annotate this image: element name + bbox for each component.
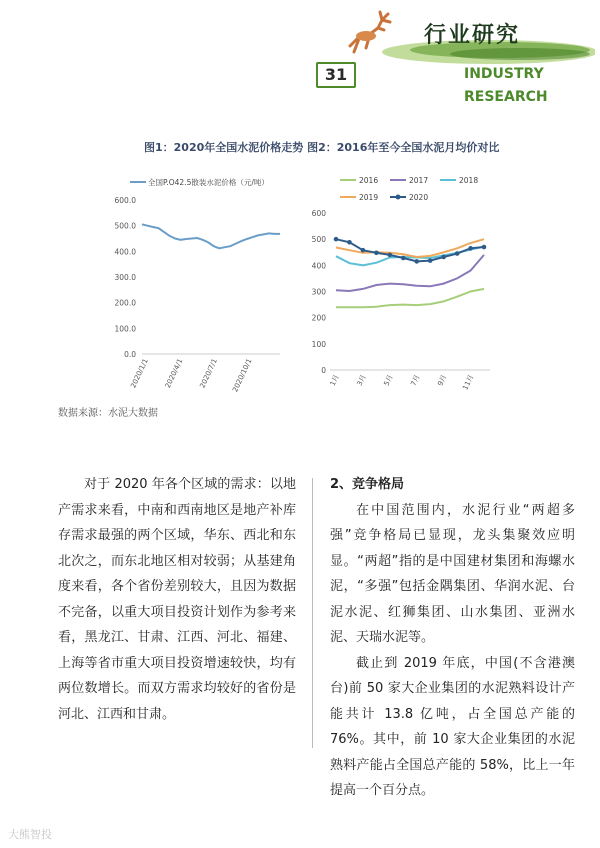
- x-tick-label: 7月: [409, 373, 422, 388]
- x-tick-label: 2020/7/1: [198, 357, 220, 390]
- y-tick-label: 500: [311, 235, 326, 245]
- y-tick-label: 600.0: [114, 196, 136, 205]
- left-paragraph: 对于 2020 年各个区域的需求：以地产需求来看，中南和西南地区是地产补库存需求最强的两个区域，华东、西北和东北次之，而东北地区相对较弱；从基建角度来看，各个省份差别较大，且因为数据不完备，以重大项目投资计划作为参考来看，黑龙江、甘肃、江西、河北、福建、上海等省市重大项目投资增速较快，均有两位数增长。而双方需求均较好的省份是河北、江西和甘肃。: [58, 477, 296, 722]
- x-tick-label: 2020/10/1: [231, 357, 254, 394]
- header-subtitle-line1: INDUSTRY: [464, 66, 544, 82]
- x-tick-label: 1月: [328, 373, 341, 388]
- y-tick-label: 100.0: [114, 324, 136, 334]
- point-2020: [374, 250, 379, 255]
- y-tick-label: 400.0: [114, 247, 136, 257]
- x-tick-label: 3月: [355, 373, 368, 388]
- x-tick-label: 2020/1/1: [129, 357, 150, 390]
- legend-label-2020: 2020: [409, 193, 429, 202]
- section-heading: 2、竞争格局: [330, 477, 405, 492]
- series-line-price: [142, 224, 280, 248]
- figure-titles: 图1：2020年全国水泥价格走势 图2：2016年至今全国水泥月均价对比: [144, 141, 500, 154]
- y-tick-label: 300.0: [114, 273, 136, 282]
- y-tick-label: 200: [311, 313, 326, 323]
- legend-label-2017: 2017: [409, 176, 429, 185]
- legend-label-2018: 2018: [459, 176, 479, 185]
- point-2020: [428, 258, 433, 263]
- y-tick-label: 300: [311, 287, 326, 297]
- point-2020: [482, 245, 487, 250]
- legend-label-2016: 2016: [359, 176, 379, 185]
- chart-cement-price-2020: [100, 170, 290, 400]
- point-2020: [334, 237, 339, 242]
- point-2020: [455, 251, 460, 256]
- right-paragraph-1: 在中国范围内，水泥行业“两超多强”竞争格局已显现，龙头集聚效应明显。“两超”指的是中国建材集团和海螺水泥，“多强”包括金隅集团、华润水泥、台泥水泥、红狮集团、山水集团、亚洲水泥、天瑞水泥等。: [330, 502, 575, 645]
- x-tick-label: 2020/4/1: [163, 357, 185, 390]
- left-column: [58, 472, 296, 727]
- y-tick-label: 500.0: [114, 221, 136, 231]
- watermark: 大熊智投: [8, 828, 52, 841]
- column-divider: [312, 478, 313, 748]
- x-tick-label: 9月: [436, 373, 449, 388]
- point-2020: [401, 256, 406, 261]
- y-tick-label: 0: [321, 366, 326, 375]
- point-2020: [441, 255, 446, 260]
- chart-monthly-price-comparison: [300, 170, 500, 400]
- right-column: [330, 472, 575, 804]
- series-line-2016: [336, 289, 484, 307]
- y-tick-label: 100: [311, 339, 326, 349]
- right-paragraph-2: 截止到 2019 年底，中国(不含港澳台)前 50 家大企业集团的水泥熟料设计产能共计 13.8 亿吨，占全国总产能的 76%。其中，前 10 家大企业集团的水泥熟料产能占全国总产能的 58%，比上一年提高一个百分点。: [330, 655, 575, 798]
- point-2020: [388, 253, 393, 258]
- legend-label: 全国P.O42.5散装水泥价格（元/吨）: [148, 178, 269, 187]
- x-tick-label: 11月: [461, 373, 476, 392]
- y-tick-label: 400: [311, 261, 326, 271]
- legend-marker-2020: [396, 195, 401, 200]
- header-subtitle-line2: RESEARCH: [464, 89, 548, 105]
- point-2020: [347, 240, 352, 245]
- data-source: 数据来源：水泥大数据: [58, 408, 158, 419]
- deer-logo-icon: [340, 6, 400, 58]
- page-number: 31: [316, 62, 356, 88]
- point-2020: [468, 246, 473, 251]
- y-tick-label: 200.0: [114, 298, 136, 308]
- y-tick-label: 0.0: [124, 350, 136, 359]
- legend-label-2019: 2019: [359, 193, 379, 202]
- point-2020: [414, 259, 419, 264]
- header-title: 行业研究: [424, 23, 521, 48]
- x-tick-label: 5月: [382, 373, 395, 388]
- point-2020: [361, 248, 366, 253]
- y-tick-label: 600: [311, 209, 326, 218]
